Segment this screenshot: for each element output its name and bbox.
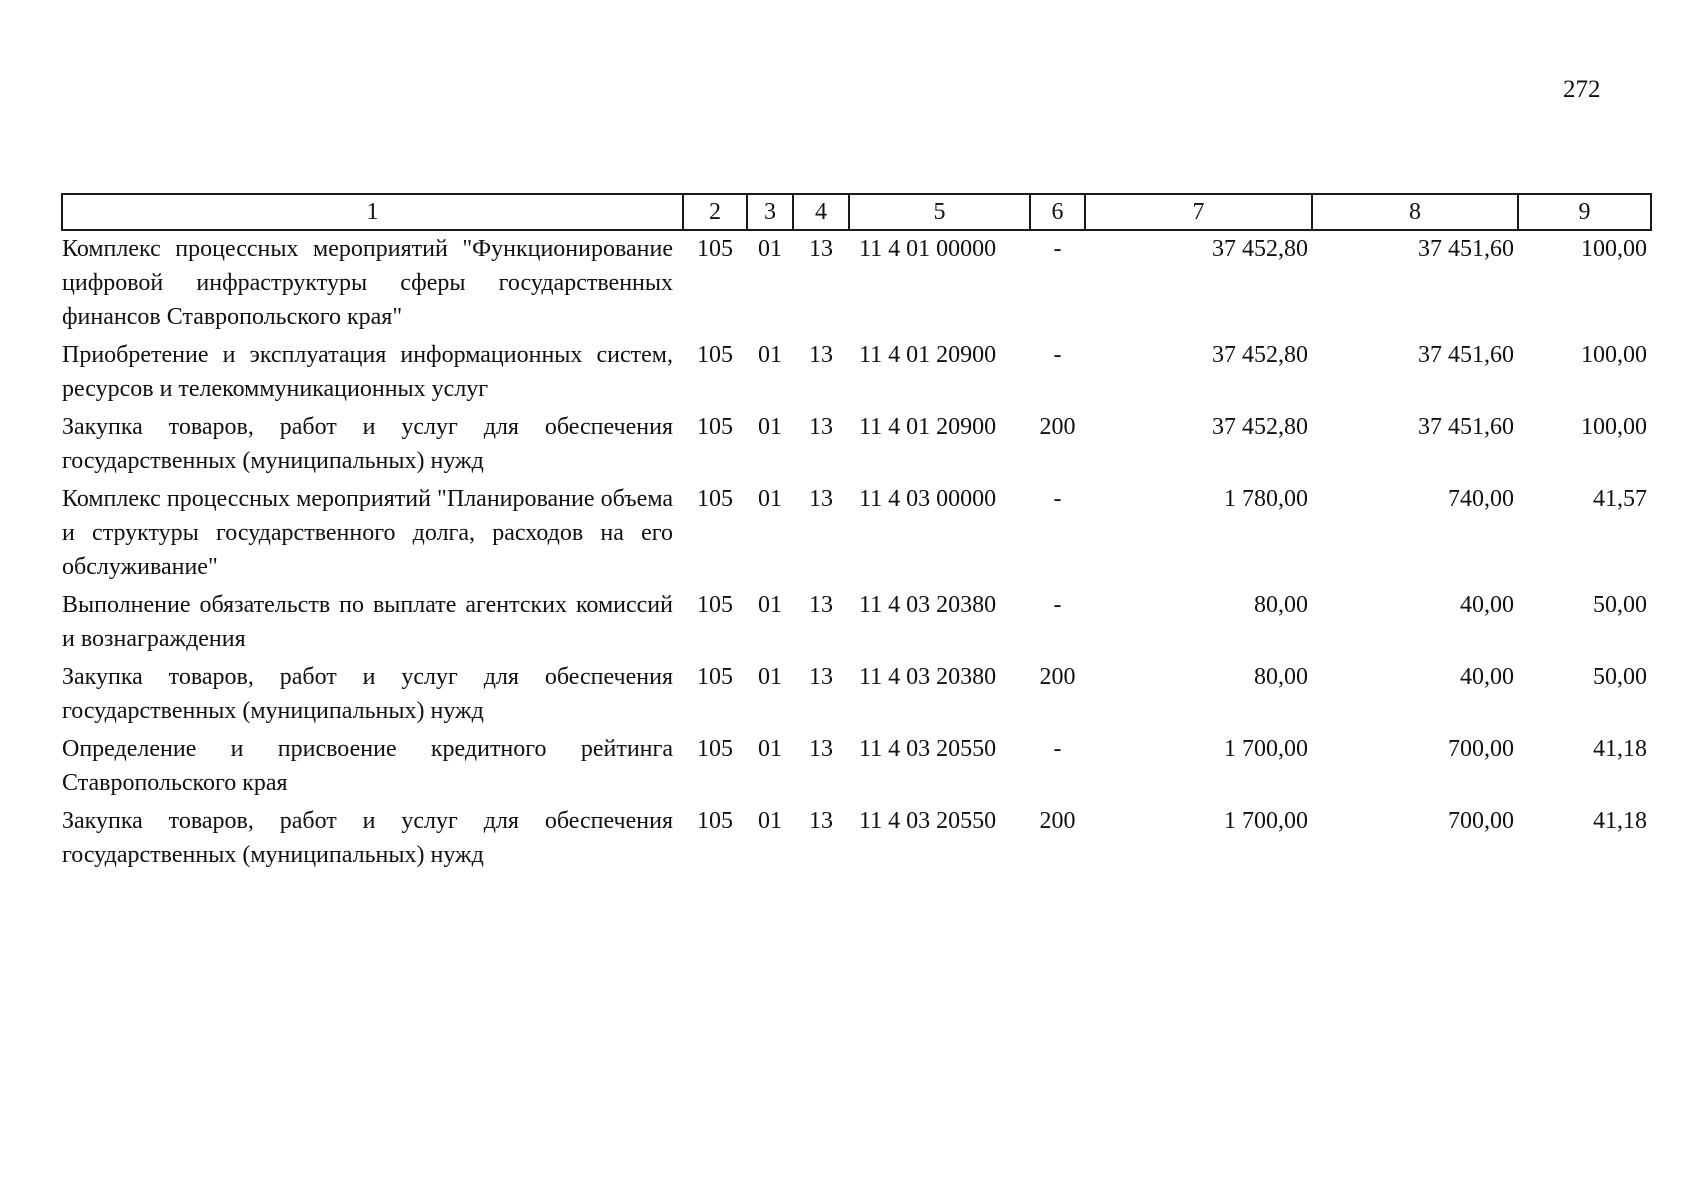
target-article-code: 11 4 01 20900: [859, 414, 997, 440]
amount-executed: 700,00: [1448, 736, 1514, 762]
expense-type-code: 200: [1039, 664, 1076, 690]
execution-percent: 41,18: [1593, 808, 1647, 834]
column-header: 6: [1030, 194, 1085, 230]
amount-planned: 1 700,00: [1224, 736, 1308, 762]
column-header: 9: [1518, 194, 1651, 230]
subsection-code: 13: [809, 736, 833, 762]
amount-planned: 1 700,00: [1224, 808, 1308, 834]
table-row: [62, 337, 1651, 409]
amount-planned: 80,00: [1254, 664, 1308, 690]
table-row: [62, 230, 1651, 337]
table-row: [62, 409, 1651, 481]
ministry-code: 105: [697, 736, 733, 762]
expense-name: Определение и присвоение кредитного рейтинга Ставропольского края: [62, 736, 673, 796]
section-code: 01: [758, 236, 782, 262]
expense-name: Закупка товаров, работ и услуг для обеспечения государственных (муниципальных) нужд: [62, 414, 673, 474]
target-article-code: 11 4 01 00000: [859, 236, 997, 262]
expense-name: Закупка товаров, работ и услуг для обеспечения государственных (муниципальных) нужд: [62, 808, 673, 868]
execution-percent: 50,00: [1593, 592, 1647, 618]
subsection-code: 13: [809, 342, 833, 368]
section-code: 01: [758, 592, 782, 618]
expense-type-code: -: [1053, 736, 1062, 762]
section-code: 01: [758, 736, 782, 762]
page-number: 272: [1563, 76, 1601, 103]
column-header: 1: [62, 194, 683, 230]
amount-executed: 700,00: [1448, 808, 1514, 834]
amount-executed: 740,00: [1448, 486, 1514, 512]
execution-percent: 100,00: [1581, 414, 1647, 440]
expense-name: Приобретение и эксплуатация информационных систем, ресурсов и телекоммуникационных услуг: [62, 342, 673, 402]
subsection-code: 13: [809, 808, 833, 834]
ministry-code: 105: [697, 414, 733, 440]
execution-percent: 41,57: [1593, 486, 1647, 512]
target-article-code: 11 4 03 00000: [859, 486, 997, 512]
amount-executed: 37 451,60: [1418, 414, 1514, 440]
column-header: 7: [1085, 194, 1312, 230]
execution-percent: 41,18: [1593, 736, 1647, 762]
target-article-code: 11 4 03 20550: [859, 808, 997, 834]
ministry-code: 105: [697, 342, 733, 368]
target-article-code: 11 4 01 20900: [859, 342, 997, 368]
expense-type-code: -: [1053, 342, 1062, 368]
amount-executed: 37 451,60: [1418, 236, 1514, 262]
table-row: [62, 803, 1651, 875]
column-header: 3: [747, 194, 793, 230]
section-code: 01: [758, 664, 782, 690]
table-row: [62, 481, 1651, 587]
subsection-code: 13: [809, 414, 833, 440]
execution-percent: 100,00: [1581, 236, 1647, 262]
amount-executed: 40,00: [1460, 664, 1514, 690]
ministry-code: 105: [697, 592, 733, 618]
ministry-code: 105: [697, 236, 733, 262]
execution-percent: 50,00: [1593, 664, 1647, 690]
expense-type-code: -: [1053, 486, 1062, 512]
amount-executed: 37 451,60: [1418, 342, 1514, 368]
section-code: 01: [758, 342, 782, 368]
expense-name: Комплекс процессных мероприятий "Функционирование цифровой инфраструктуры сферы государственных финансов Ставропольского края": [62, 236, 673, 330]
section-code: 01: [758, 414, 782, 440]
expense-type-code: -: [1053, 592, 1062, 618]
expense-type-code: 200: [1039, 414, 1076, 440]
table-row: [62, 659, 1651, 731]
target-article-code: 11 4 03 20550: [859, 736, 997, 762]
table-row: [62, 587, 1651, 659]
column-header: 5: [849, 194, 1030, 230]
amount-planned: 37 452,80: [1212, 342, 1308, 368]
section-code: 01: [758, 486, 782, 512]
expense-name: Выполнение обязательств по выплате агентских комиссий и вознаграждения: [62, 592, 673, 652]
expense-name: Закупка товаров, работ и услуг для обеспечения государственных (муниципальных) нужд: [62, 664, 673, 724]
budget-table: [61, 193, 1652, 875]
expense-type-code: -: [1053, 236, 1062, 262]
expense-type-code: 200: [1039, 808, 1076, 834]
target-article-code: 11 4 03 20380: [859, 592, 997, 618]
amount-planned: 37 452,80: [1212, 414, 1308, 440]
ministry-code: 105: [697, 808, 733, 834]
amount-executed: 40,00: [1460, 592, 1514, 618]
expense-name: Комплекс процессных мероприятий "Планирование объема и структуры государственного долга, расходов на его обслуживание": [62, 486, 673, 580]
amount-planned: 37 452,80: [1212, 236, 1308, 262]
amount-planned: 80,00: [1254, 592, 1308, 618]
column-number-row: [62, 194, 1651, 230]
table-row: [62, 731, 1651, 803]
amount-planned: 1 780,00: [1224, 486, 1308, 512]
subsection-code: 13: [809, 486, 833, 512]
ministry-code: 105: [697, 664, 733, 690]
ministry-code: 105: [697, 486, 733, 512]
section-code: 01: [758, 808, 782, 834]
subsection-code: 13: [809, 592, 833, 618]
target-article-code: 11 4 03 20380: [859, 664, 997, 690]
subsection-code: 13: [809, 236, 833, 262]
column-header: 4: [793, 194, 849, 230]
column-header: 8: [1312, 194, 1518, 230]
column-header: 2: [683, 194, 747, 230]
execution-percent: 100,00: [1581, 342, 1647, 368]
subsection-code: 13: [809, 664, 833, 690]
